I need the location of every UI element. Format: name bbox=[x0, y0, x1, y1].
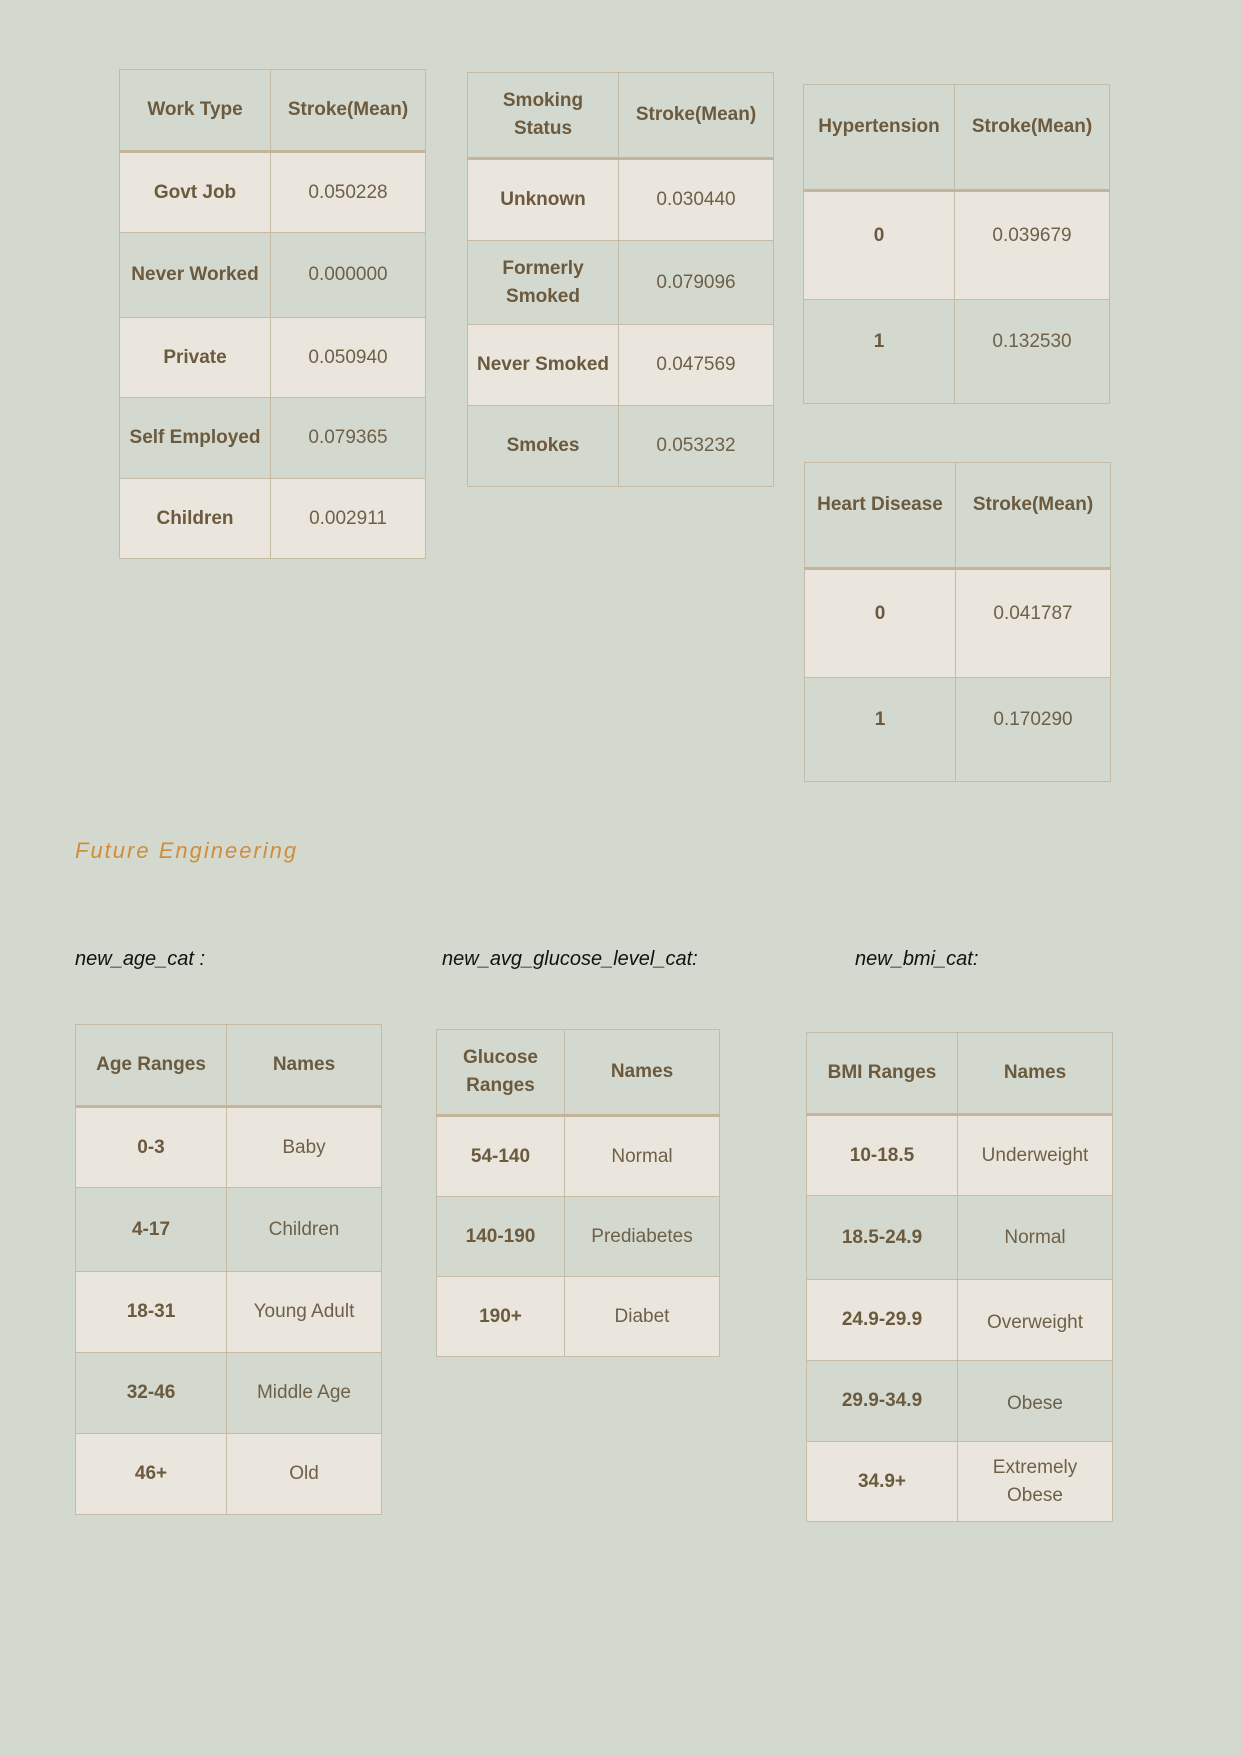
row-value: Underweight bbox=[958, 1115, 1113, 1196]
row-key: Never Worked bbox=[120, 233, 271, 318]
table-row bbox=[807, 1280, 1113, 1361]
column-header: Names bbox=[565, 1030, 720, 1116]
row-key: 1 bbox=[804, 300, 955, 404]
row-key: 10-18.5 bbox=[807, 1115, 958, 1196]
row-value: 0.047569 bbox=[619, 325, 774, 406]
row-key: 32-46 bbox=[76, 1353, 227, 1434]
table-row bbox=[437, 1197, 720, 1277]
table-row bbox=[120, 318, 426, 398]
age-cat-label: new_age_cat : bbox=[75, 948, 206, 970]
glucose-cat-label: new_avg_glucose_level_cat: bbox=[442, 948, 698, 970]
column-header: Age Ranges bbox=[76, 1025, 227, 1107]
column-header: Names bbox=[958, 1033, 1113, 1115]
table-row bbox=[76, 1107, 382, 1188]
table-row bbox=[76, 1434, 382, 1515]
table-row bbox=[805, 678, 1111, 782]
table-row bbox=[805, 569, 1111, 678]
row-key: 18.5-24.9 bbox=[807, 1196, 958, 1280]
row-key: 29.9-34.9 bbox=[807, 1361, 958, 1442]
row-key: 24.9-29.9 bbox=[807, 1280, 958, 1361]
row-value: 0.053232 bbox=[619, 406, 774, 487]
table-row bbox=[120, 479, 426, 559]
row-value: Normal bbox=[958, 1196, 1113, 1280]
row-key: Formerly Smoked bbox=[468, 241, 619, 325]
row-value: Normal bbox=[565, 1116, 720, 1197]
hypertension-table bbox=[803, 84, 1110, 404]
table-row bbox=[807, 1442, 1113, 1522]
table-row bbox=[804, 300, 1110, 404]
bmi-ranges-table bbox=[806, 1032, 1113, 1522]
table-row bbox=[76, 1272, 382, 1353]
column-header: Stroke(Mean) bbox=[271, 70, 426, 152]
row-value: Obese bbox=[958, 1361, 1113, 1442]
row-value: Children bbox=[227, 1188, 382, 1272]
row-key: 0-3 bbox=[76, 1107, 227, 1188]
row-value: Middle Age bbox=[227, 1353, 382, 1434]
age-ranges-table bbox=[75, 1024, 382, 1515]
section-title: Future Engineering bbox=[75, 838, 299, 863]
row-value: 0.050228 bbox=[271, 152, 426, 233]
row-value: 0.030440 bbox=[619, 159, 774, 241]
row-key: 0 bbox=[804, 191, 955, 300]
row-value: 0.170290 bbox=[956, 678, 1111, 782]
row-key: 4-17 bbox=[76, 1188, 227, 1272]
row-key: Unknown bbox=[468, 159, 619, 241]
heart-disease-table bbox=[804, 462, 1111, 782]
row-key: 54-140 bbox=[437, 1116, 565, 1197]
work-type-table bbox=[119, 69, 426, 559]
column-header: Names bbox=[227, 1025, 382, 1107]
row-value: Old bbox=[227, 1434, 382, 1515]
column-header: Work Type bbox=[120, 70, 271, 152]
row-value: 0.132530 bbox=[955, 300, 1110, 404]
row-key: Children bbox=[120, 479, 271, 559]
row-key: 0 bbox=[805, 569, 956, 678]
column-header: BMI Ranges bbox=[807, 1033, 958, 1115]
row-value: 0.079365 bbox=[271, 398, 426, 479]
column-header: Heart Disease bbox=[805, 463, 956, 569]
table-row bbox=[468, 159, 774, 241]
column-header: Stroke(Mean) bbox=[619, 73, 774, 159]
row-value: 0.050940 bbox=[271, 318, 426, 398]
row-value: Extremely Obese bbox=[958, 1442, 1113, 1522]
row-value: 0.041787 bbox=[956, 569, 1111, 678]
smoking-status-table bbox=[467, 72, 774, 487]
row-value: Baby bbox=[227, 1107, 382, 1188]
row-value: 0.039679 bbox=[955, 191, 1110, 300]
table-row bbox=[807, 1196, 1113, 1280]
row-key: 1 bbox=[805, 678, 956, 782]
column-header: Stroke(Mean) bbox=[956, 463, 1111, 569]
table-row bbox=[468, 241, 774, 325]
row-key: Private bbox=[120, 318, 271, 398]
table-row bbox=[804, 191, 1110, 300]
row-key: 34.9+ bbox=[807, 1442, 958, 1522]
table-row bbox=[437, 1116, 720, 1197]
table-row bbox=[76, 1188, 382, 1272]
row-value: Diabet bbox=[565, 1277, 720, 1357]
table-row bbox=[807, 1115, 1113, 1196]
row-value: Overweight bbox=[958, 1280, 1113, 1361]
row-key: Never Smoked bbox=[468, 325, 619, 406]
column-header: Hypertension bbox=[804, 85, 955, 191]
row-key: Self Employed bbox=[120, 398, 271, 479]
table-row bbox=[120, 233, 426, 318]
column-header: Smoking Status bbox=[468, 73, 619, 159]
bmi-cat-label: new_bmi_cat: bbox=[855, 948, 979, 970]
column-header: Stroke(Mean) bbox=[955, 85, 1110, 191]
row-key: 18-31 bbox=[76, 1272, 227, 1353]
row-value: Young Adult bbox=[227, 1272, 382, 1353]
row-value: 0.000000 bbox=[271, 233, 426, 318]
row-value: 0.002911 bbox=[271, 479, 426, 559]
table-row bbox=[120, 152, 426, 233]
row-value: 0.079096 bbox=[619, 241, 774, 325]
table-row bbox=[437, 1277, 720, 1357]
row-key: Smokes bbox=[468, 406, 619, 487]
table-row bbox=[468, 406, 774, 487]
glucose-ranges-table bbox=[436, 1029, 720, 1357]
row-value: Prediabetes bbox=[565, 1197, 720, 1277]
table-row bbox=[120, 398, 426, 479]
row-key: 140-190 bbox=[437, 1197, 565, 1277]
row-key: 190+ bbox=[437, 1277, 565, 1357]
column-header: Glucose Ranges bbox=[437, 1030, 565, 1116]
table-row bbox=[76, 1353, 382, 1434]
row-key: Govt Job bbox=[120, 152, 271, 233]
row-key: 46+ bbox=[76, 1434, 227, 1515]
table-row bbox=[468, 325, 774, 406]
table-row bbox=[807, 1361, 1113, 1442]
